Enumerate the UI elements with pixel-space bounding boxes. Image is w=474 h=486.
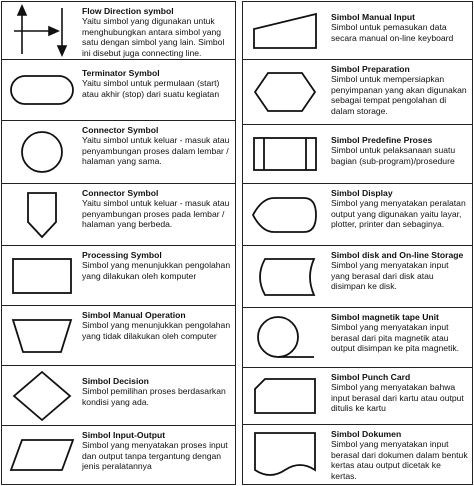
- symbol-row-magnetic-tape: [243, 308, 472, 368]
- manual-input-icon: [243, 2, 327, 59]
- terminator-icon: [2, 60, 82, 120]
- predefined-process-icon: [243, 125, 327, 183]
- symbol-row-display: [243, 184, 472, 246]
- magnetic-tape-icon: [243, 308, 327, 367]
- symbol-title: Simbol Predefine Proses: [331, 135, 433, 145]
- symbol-description: Yaitu simbol untuk permulaan (start) atau akhir (stop) dari suatu kegiatan: [82, 78, 220, 99]
- symbol-row-terminator: [2, 60, 235, 121]
- left-symbol-table: [1, 1, 236, 485]
- connector-circle-icon: [2, 121, 82, 183]
- symbol-description: Simbol untuk pelaksanaan suatu bagian (sub-program)/prosedure: [331, 145, 456, 166]
- symbol-title: Flow Direction symbol: [82, 6, 174, 16]
- offpage-connector-icon: [2, 184, 82, 245]
- symbol-description: Yaitu simbol untuk keluar - masuk atau penyambungan proses pada lembar / halaman yang berbeda.: [82, 198, 230, 230]
- document-icon: [243, 425, 327, 484]
- punch-card-icon: [243, 368, 327, 424]
- symbol-title: Simbol Preparation: [331, 64, 410, 74]
- display-icon: [243, 184, 327, 245]
- symbol-title: Simbol Manual Operation: [82, 310, 186, 320]
- disk-storage-icon: [243, 246, 327, 307]
- decision-diamond-icon: [2, 366, 82, 425]
- symbol-row-connector-same-page: [2, 121, 235, 184]
- process-rectangle-icon: [2, 246, 82, 305]
- symbol-title: Processing Symbol: [82, 250, 162, 260]
- symbol-row-punch-card: [243, 368, 472, 425]
- symbol-row-flow-direction: [2, 2, 235, 60]
- symbol-title: Simbol Decision: [82, 376, 149, 386]
- symbol-row-predefined-process: [243, 125, 472, 184]
- symbol-title: Simbol disk and On-line Storage: [331, 250, 464, 260]
- symbol-description: Simbol yang menyatakan input yang berasal dari disk atau disimpan ke disk.: [331, 260, 449, 292]
- input-output-parallelogram-icon: [2, 426, 82, 484]
- symbol-description: Simbol yang menyatakan input berasal dari dokumen dalam bentuk kertas atau output dicetak ke kertas.: [331, 439, 468, 481]
- symbol-description: Simbol yang menyatakan input berasal dari pita magnetik atau output disimpan ke pita magnetik.: [331, 322, 460, 354]
- symbol-row-manual-operation: [2, 306, 235, 366]
- symbol-title: Simbol Display: [331, 188, 393, 198]
- right-symbol-table: [242, 1, 473, 485]
- symbol-description: Simbol yang menunjukkan pengolahan yang tidak dilakukan oleh computer: [82, 320, 231, 341]
- symbol-title: Simbol Dokumen: [331, 429, 402, 439]
- symbol-description: Simbol yang menyatakan proses input dan output tanpa tergantung dengan jenis peralatannya: [82, 440, 228, 472]
- symbol-row-manual-input: [243, 2, 472, 60]
- symbol-description: Simbol yang menyatakan peralatan output yang digunakan yaitu layar, plotter, printer dan sebaginya.: [331, 198, 466, 230]
- symbol-description: Yaitu simbol yang digunakan untuk menghubungkan antara simbol yang satu dengan simbol yang lain. Simbol ini disebut juga connecting line.: [82, 16, 225, 58]
- symbol-description: Simbol yang menunjukkan pengolahan yang dilakukan oleh komputer: [82, 260, 231, 281]
- symbol-title: Simbol magnetik tape Unit: [331, 312, 439, 322]
- flow-direction-arrows-icon: [2, 2, 82, 59]
- symbol-title: Terminator Symbol: [82, 68, 160, 78]
- preparation-hexagon-icon: [243, 60, 327, 124]
- symbol-description: Yaitu simbol untuk keluar - masuk atau penyambungan proses dalam lembar / halaman yang sama.: [82, 135, 230, 167]
- symbol-row-input-output: [2, 426, 235, 484]
- symbol-title: Connector Symbol: [82, 125, 159, 135]
- symbol-title: Simbol Punch Card: [331, 372, 411, 382]
- symbol-row-preparation: [243, 60, 472, 125]
- symbol-title: Simbol Input-Output: [82, 430, 166, 440]
- symbol-title: Simbol Manual Input: [331, 12, 416, 22]
- symbol-row-connector-other-page: [2, 184, 235, 246]
- symbol-description: Simbol yang menyatakan bahwa input berasal dari kartu atau output ditulis ke kartu: [331, 382, 464, 414]
- symbol-row-document: [243, 425, 472, 484]
- manual-operation-icon: [2, 306, 82, 365]
- symbol-description: Simbol untuk pemasukan data secara manual on-line keyboard: [331, 22, 454, 43]
- symbol-row-decision: [2, 366, 235, 426]
- symbol-description: Simbol pemilihan proses berdasarkan kondisi yang ada.: [82, 386, 226, 407]
- symbol-row-processing: [2, 246, 235, 306]
- symbol-title: Connector Symbol: [82, 188, 159, 198]
- symbol-description: Simbol untuk mempersiapkan penyimpanan yang akan digunakan sebagai tempat pengolahan di dalam storage.: [331, 74, 467, 116]
- symbol-row-disk-storage: [243, 246, 472, 308]
